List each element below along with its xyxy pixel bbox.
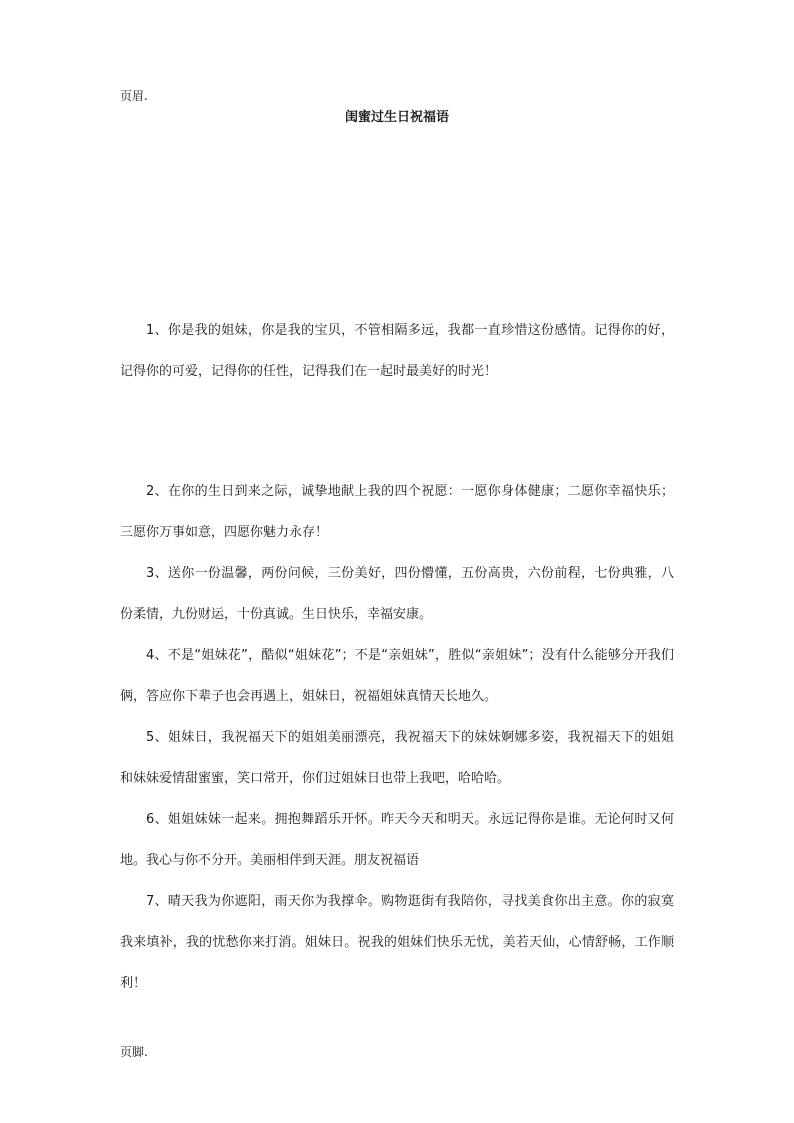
document-title: 闺蜜过生日祝福语 [344,110,449,125]
paragraph-6: 6、姐姐妹妹一起来。拥抱舞蹈乐开怀。昨天今天和明天。永远记得你是谁。无论何时又何地。我心与你不分开。美丽相伴到天涯。朋友祝福语 [120,812,674,868]
paragraph-1: 1、你是我的姐妹，你是我的宝贝，不管相隔多远，我都一直珍惜这份感情。记得你的好，记得你的可爱，记得你的任性，记得我们在一起时最美好的时光！ [120,323,674,379]
document-body [120,310,674,1004]
paragraph-spacer [120,392,674,471]
paragraph-3: 3、送你一份温馨，两份问候，三份美好，四份懵懂，五份高贵，六份前程，七份典雅，八份柔情，九份财运，十份真诚。生日快乐，幸福安康。 [120,566,674,622]
page-footer: 页脚. [120,1045,148,1059]
paragraph-5: 5、姐妹日，我祝福天下的姐姐美丽漂亮，我祝福天下的妹妹婀娜多姿，我祝福天下的姐姐和妹妹爱情甜蜜蜜，笑口常开，你们过姐妹日也带上我吧，哈哈哈。 [120,730,674,786]
paragraph-2: 2、在你的生日到来之际，诚挚地献上我的四个祝愿：一愿你身体健康；二愿你幸福快乐；三愿你万事如意，四愿你魅力永存！ [120,484,674,540]
paragraph-4: 4、不是“姐妹花”，酷似“姐妹花”；不是“亲姐妹”，胜似“亲姐妹”；没有什么能够分开我们俩，答应你下辈子也会再遇上，姐妹日，祝福姐妹真情天长地久。 [120,648,674,704]
paragraph-7: 7、晴天我为你遮阳，雨天你为我撑伞。购物逛街有我陪你，寻找美食你出主意。你的寂寞我来填补，我的忧愁你来打消。姐妹日。祝我的姐妹们快乐无忧，美若天仙，心情舒畅，工作顺利！ [120,894,674,991]
page-header: 页眉. [120,89,148,103]
